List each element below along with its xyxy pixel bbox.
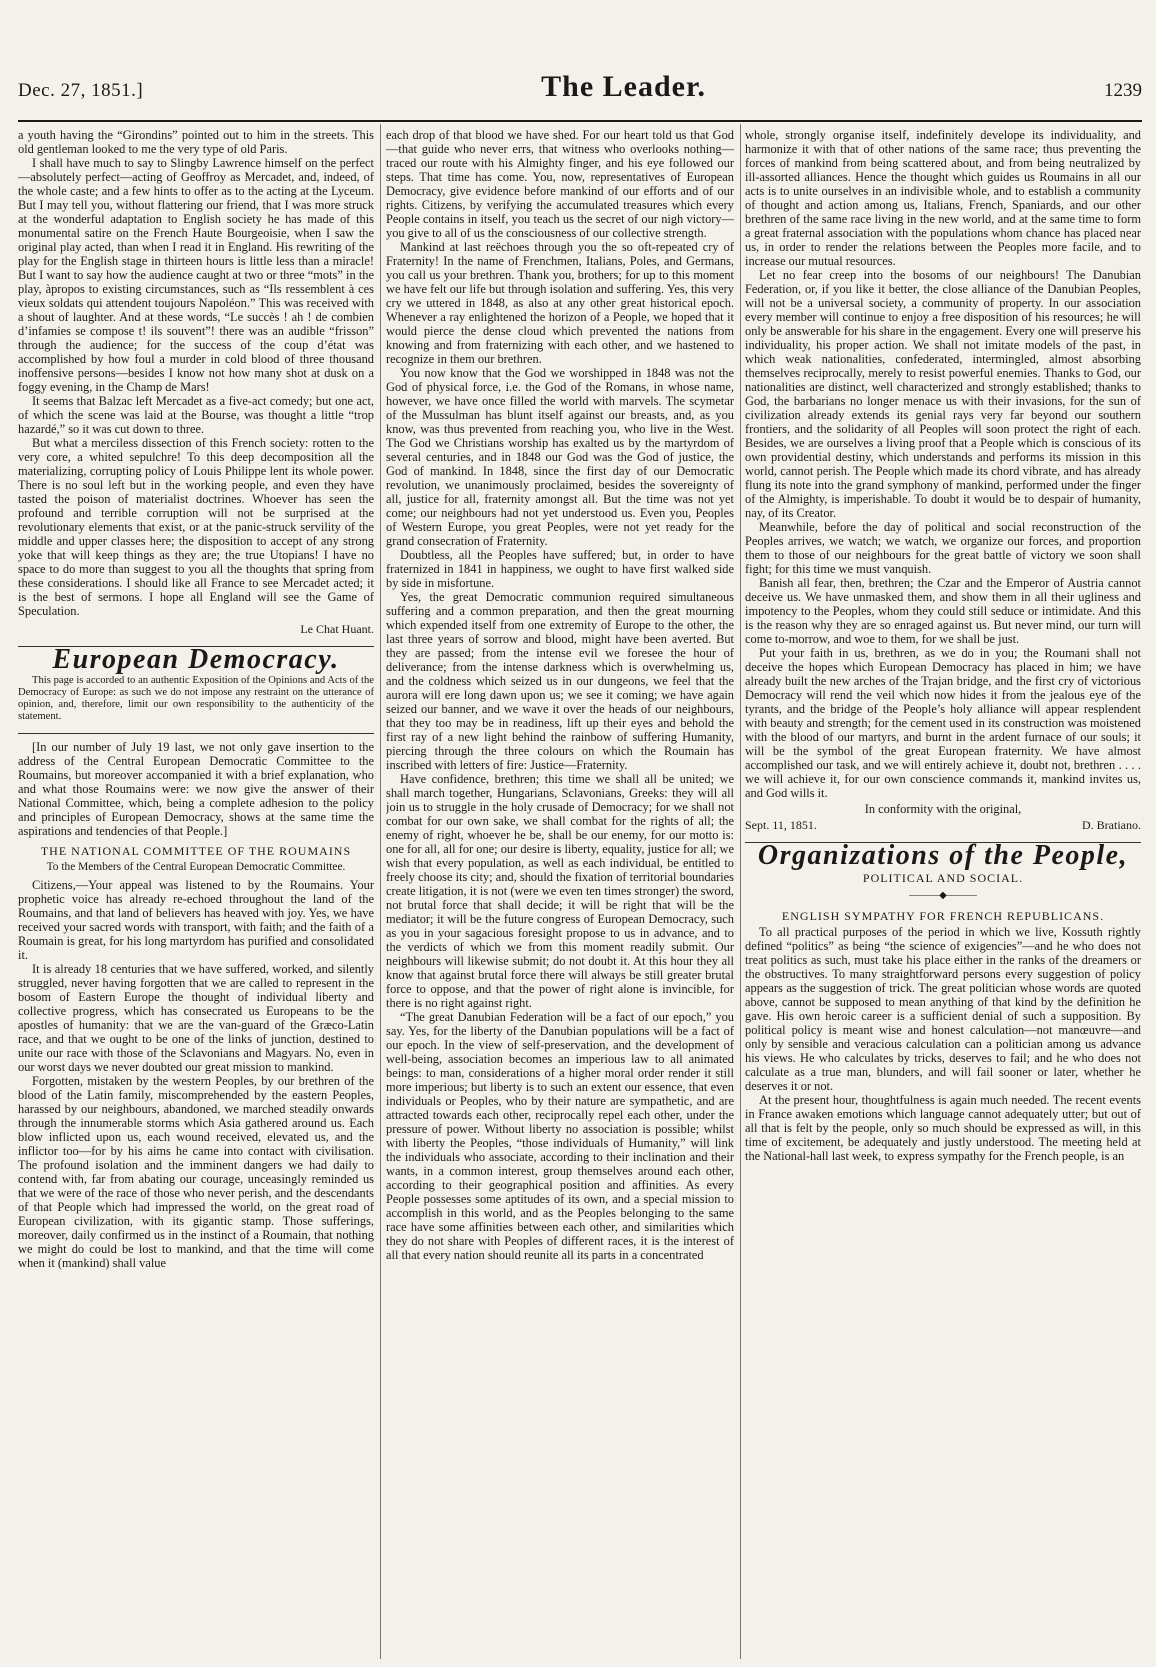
conformity-line: In conformity with the original,: [864, 802, 1022, 816]
paragraph: Doubtless, all the Peoples have suffered; but, in order to have fraternized in 1841 in happiness, we ought to have first walked side by side in misfortune.: [386, 548, 734, 590]
paragraph: Mankind at last reëchoes through you the so oft-repeated cry of Fraternity! In the name of Frenchmen, Italians, Poles, and Germans, you call us your brethren. Thank you, brothers; for up to this moment we have felt our life but through isolation and suffering. Yes, this very cry we uttered in 1848, as also at any other great historical epoch. Whenever a ray enlightened the horizon of a People, we hoped that it would pierce the dense cloud which prevented the nations from knowing and from fraternizing with each other, and we hastened to recognize in them our brethren.: [386, 240, 734, 366]
paragraph: Meanwhile, before the day of political and social reconstruction of the Peoples arrives, we watch; we watch, we organize our forces, and proportion them to those of our neighbours for the great battle of victory we soon shall fight; for this time we must vanquish.: [745, 520, 1141, 576]
paragraph: whole, strongly organise itself, indefinitely develope its individuality, and harmonize it with that of other nations of the same race; thus preventing the forces of mankind from being scattered about, and from being neutralized by ill-assorted alliances. Hence the thought which guides us Roumains in all our acts is to unite ourselves in an indivisible whole, and to establish a community of thought and action among us, Italians, French, Spaniards, and our other brethren of the same race living in the new world, and at the same time to form a great fraternal association with the populations whom chance has placed near us, in order to render the relations between the Peoples more facile, and to increase our mutual resources.: [745, 128, 1141, 268]
paragraph: Put your faith in us, brethren, as we do in you; the Roumani shall not deceive the hopes which European Democracy has placed in him; we have already built the new arches of the Trajan bridge, and the first cry of victorious Democracy will rend the veil which now hides it from the jealous eye of the tyrants, and the bridge of the People’s holy alliance will appear resplendent with beauty and strength; for the cement used in its construction was moistened with the blood of our martyrs, and burnt in the ardent furnace of our souls; it will be the symbol of the great European fraternity. We have almost accomplished our task, and we will entirely achieve it, doubt not, brethren . . . . we will achieve it, for our own conscience commands it, mankind invites us, and God wills it.: [745, 646, 1141, 800]
paragraph: “The great Danubian Federation will be a fact of our epoch,” you say. Yes, for the liberty of the Danubian populations will be a fact of our epoch. In the view of self-preservation, and the development of well-being, association becomes an imperious law to all animated beings: to man, considerations of a higher moral order render it still more imperious; but liberty is to such an extent our essence, that even individuals or Peoples, who by their nature are sympathetic, and are attracted towards each other, reciprocally repel each other, under the pressure of power. Without liberty no association is possible; whilst with liberty the Peoples, “those individuals of Humanity,” will link the individuals who associate, according to their inclination and their wants, in a common interest, group themselves around each other, according to their geographical position and affinities. As every People possesses some aptitudes of its own, and a special mission to accomplish in this world, and as the Peoples belonging to the same race have some affinities between each other, and similarities which they do not share with Peoples of different races, it is the interest of all that every nation should reunite all its parts in a concentrated: [386, 1010, 734, 1262]
address-recipient: To the Members of the Central European Democratic Committee.: [46, 861, 346, 873]
article-heading: ENGLISH SYMPATHY FOR FRENCH REPUBLICANS.: [781, 909, 1105, 923]
paragraph: It is already 18 centuries that we have suffered, worked, and silently struggled, never having forgotten that we are called to represent in the bosom of Eastern Europe the thought of individual liberty and collective progress, which has consecrated us Europeans to be the apostles of humanity: that we are the van-guard of the Græco-Latin race, and that we ought to be one of the links of junction, destined to unite our race with those of the Sclavonians and Magyars. No, even in our worst days we never doubted our great mission to mankind.: [18, 962, 374, 1074]
masthead: [18, 10, 1142, 112]
paragraph: each drop of that blood we have shed. For our heart told us that God—that guide who never errs, that witness who overlooks nothing—traced our route with his Almighty finger, and his eye followed our steps. That time has come. You, now, representatives of European Democracy, give evidence before mankind of our efforts and of our rights. Citizens, by verifying the accumulated treasures which every People contains in itself, you teach us the secret of our nigh victory—you give to all of us the consciousness of our collective strength.: [386, 128, 734, 240]
signature: Le Chat Huant.: [300, 622, 374, 636]
section-title: European Democracy.: [52, 644, 340, 675]
paragraph: Citizens,—Your appeal was listened to by the Roumains. Your prophetic voice has already re-echoed throughout the land of the Roumains, and that land of believers has heaved with joy. Yes, we have received your sacred words with transport, with faith; and the faith of a Roumain is great, for his long martyrdom has purified and consolidated it.: [18, 878, 374, 962]
paragraph: a youth having the “Girondins” pointed out to him in the streets. This old gentleman looked to me the very type of old Paris.: [18, 128, 374, 156]
paragraph: But what a merciless dissection of this French society: rotten to the very core, a whited sepulchre! To this deep decomposition all the materializing, corrupting policy of Louis Philippe lent its whole power. There is no soul left but in the working people, and even they have tasted the poison of materialist doctrines. Whoever has seen the profound and terrible corruption will not be surprised at the revolutionary elements that exist, or at the panic-struck servility of the middle and upper classes here; the disposition to accept of any strong yoke that will keep things as they are; the true Utopians! I have no space to do more than suggest to you all the thoughts that spring from these considerations. I should like all France to see Mercadet acted; it is the best of sermons. I hope all England will see the Game of Speculation.: [18, 436, 374, 618]
paragraph: I shall have much to say to Slingby Lawrence himself on the perfect—absolutely perfect—acting of Geoffroy as Mercadet, and, indeed, of the whole caste; and a few hints to offer as to the acting at the Lyceum. But I may tell you, without flattering our friend, that I was more struck at the wonderful adaptation to English society he has made of this monumental satire on the French Haute Bourgeoisie, when I saw the original play acted, than when I read it in England. His rewriting of the play for the English stage in thirteen hours is little less than a miracle! But I want to say how the audience caught at two or three “mots” in the play, àpropos to existing circumstances, such as “Ils ressemblent à ces vieux soldats qui attendent toujours Napoléon.” This was received with a shout of laughter. And at these words, “Le succès ! ah ! de combien d’infamies se compose t! ils souvent”! there was an audible “frisson” through the audience; for the success of the coup d’état was accomplished by how foul a murder in cold blood of three thousand inoffensive persons—besides I know not how many shot at dusk on a foggy evening, in the Champ de Mars!: [18, 156, 374, 394]
ornament-icon: ———◆———: [909, 890, 977, 901]
intro-paragraph: [In our number of July 19 last, we not only gave insertion to the address of the Central European Democratic Committee to the Roumains, but moreover accompanied it with a brief explanation, who and what those Roumains were: we now give the answer of their National Committee, which, being a complete adhesion to the policy and principles of European Democracy, shows at the same time the aspirations and tendencies of that People.]: [18, 740, 374, 838]
editorial-notice: [18, 675, 374, 723]
paragraph: Let no fear creep into the bosoms of our neighbours! The Danubian Federation, or, if you like it better, the close alliance of the Danubian Peoples, will not be a universal society, a community of property. In our association every member will continue to enjoy a free disposition of his resources; he will only be answerable for his share in the engagement. Every one will preserve his individuality, his proper action. We shall not imitate models of the past, in which weak nationalities, confederated, intermingled, almost absorbing themselves reciprocally, merely to resist powerful enemies. Thanks to God, our nationalities are distinct, well characterized and strongly established; thanks to God, the barbarians no longer menace us with their invasions, for the sun of civilization already extends its genial rays very far beyond our southern frontiers, and the solidarity of all Peoples will soon protect the right of each. Besides, we are ourselves a living proof that a People which is conscious of its own providential destiny, which understands and performs its mission in this world, cannot perish. The People which made its chord vibrate, and has already flung its note into the grand symphony of mankind, performed under the finger of the Almighty, is imperishable. To doubt it would be to despair of humanity, nay, of its Creator.: [745, 268, 1141, 520]
column-divider: [740, 124, 741, 1659]
column-3: [745, 128, 1141, 1657]
letter-date: Sept. 11, 1851.: [745, 818, 817, 832]
paragraph: Forgotten, mistaken by the western Peoples, by our brethren of the blood of the Latin family, miscomprehended by the eastern Peoples, harassed by our neighbours, abandoned, we marched steadily onwards through the innumerable storms which Asia gathered around us. Each blow inflicted upon us, each wound received, elevated us, and the inflictor too—for by his aims he came into contact with civilisation. The profound isolation and the imminent dangers we had daily to contend with, far from abating our courage, unceasingly reminded us that we were of the race of those who never perish, and the descendants of that People which had impressed the world, on the great road of European civilization, with its gigantic stamp. Those sufferings, moreover, daily confirmed us in the instinct of a Roumain, that nothing we might do could be lost to mankind, and that the time will come when it (mankind) shall value: [18, 1074, 374, 1270]
column-1: [18, 128, 374, 1657]
paragraph: Have confidence, brethren; this time we shall all be united; we shall march together, Hungarians, Sclavonians, Greeks: they will all join us to struggle in the holy crusade of Democracy; for we shall not combat for our own sake, we shall combat for the rights of all; the enemy of right, whoever he be, shall be our enemy, for our motto is: one for all, all for one; our desire is liberty, equality, justice for all; we wish that every population, as well as each individual, be entitled to freely choose its city; and, should the fixation of territorial boundaries create litigation, it is not (were we even ten times stronger) the sword, not brutal force that shall decide; it will be right that will be the mediator; it will be the future congress of European Democracy, such as you in your sagacious foresight propose to us in advance, and to the verdicts of which we from this moment readily submit. Our neighbours will likewise submit; do not doubt it. At this hour they all know that against brutal force there will always be still greater brutal force to oppose, and that the power of right alone is invincible, for there is no right against right.: [386, 772, 734, 1010]
section-title: Organizations of the People,: [757, 840, 1129, 871]
notice-text: This page is accorded to an authentic Exposition of the Opinions and Acts of the Democracy of Europe: as such we do not impose any restraint on the utterance of opinion, and, therefore, limit our own responsibility to the authenticity of the statement.: [18, 675, 374, 722]
column-divider: [380, 124, 381, 1659]
newspaper-title: The Leader.: [541, 70, 707, 103]
paragraph: At the present hour, thoughtfulness is again much needed. The recent events in France awaken emotions which language cannot adequately utter; but out of all that is felt by the people, only so much should be expressed as will, in this time of excitement, be adequately and justly understood. The meeting held at the National-hall last week, to express sympathy for the French people, is an: [745, 1093, 1141, 1163]
page-number: 1239: [1103, 80, 1142, 101]
masthead-rule: [18, 120, 1142, 122]
paragraph: It seems that Balzac left Mercadet as a five-act comedy; but one act, of which the scene was laid at the Bourse, was thought a little “trop hazardé,” so it was cut down to three.: [18, 394, 374, 436]
letter-signer: D. Bratiano.: [1082, 818, 1141, 832]
section-subtitle: POLITICAL AND SOCIAL.: [862, 871, 1024, 885]
column-2: [386, 128, 734, 1657]
paragraph: To all practical purposes of the period in which we live, Kossuth rightly defined “politics” as being “the science of exigencies”—and he who does not treat politics as such, must take his place either in the ranks of the dreamers or the obstructives. To many straightforward persons every suggestion of policy appears as the suggestion of trick. The great politician whose words are quoted above, cannot be supposed to mean anything of that kind by the definition he gave. His own heroic career is a sufficient denial of such a supposition. By political policy is meant wise and honest calculation—not manœuvre—and only by sensible and veracious calculation can a politician among us advance his views. He who calculates by tricks, deserves to fail; and he who does not calculate as a true man, blunders, and will fail sooner or later, whether he deserves it or not.: [745, 925, 1141, 1093]
paragraph: Yes, the great Democratic communion required simultaneous suffering and a common preparation, and then the great mourning which expended itself from one extremity of Europe to the other, the last three years of sorrow and blood, might have been averted. But they are passed; from the intense evil we foresee the hour of deliverance; from the intense darkness which is overwhelming us, and the coldness which seized us in our dungeons, we feel that the aurora will ere long dawn upon us; we see it coming; we have again seized our banner, and we wave it over the heads of our neighbours, that they too may be in readiness, lift up their eyes and behold the first ray of a new light behind the rainbow of suffering Humanity, piercing through the three colours on which the Roumain has inscribed with letters of fire: Justice—Fraternity.: [386, 590, 734, 772]
dateline: [745, 818, 1141, 832]
issue-date: Dec. 27, 1851.]: [18, 80, 144, 101]
section-rule: [18, 733, 374, 734]
address-heading: THE NATIONAL COMMITTEE OF THE ROUMAINS: [40, 844, 352, 858]
paragraph: Banish all fear, then, brethren; the Czar and the Emperor of Austria cannot deceive us. We have unmasked them, and show them in all their ugliness and impotency to the Peoples, whom they could still seduce or intimidate. And this is the reason why they are so enraged against us. But never mind, our turn will come to-morrow, and woe to them, for we shall be just.: [745, 576, 1141, 646]
paragraph: You now know that the God we worshipped in 1848 was not the God of physical force, i.e. the God of the Romans, in whose name, however, we have once filled the world with marvels. The scymetar of the Mussulman has blunt itself against our breasts, and, as you know, was thus prevented from reaching you, who live in the West. The God we Christians worship has exalted us by the martyrdom of several centuries, and in 1848 our God was the God of justice, the God of mankind. In 1848, since the first day of our Democratic revolution, we unanimously proclaimed, besides the sovereignty of all, justice for all, fraternity amongst all. But the time was not yet come; our neighbours had not yet understood us. Even you, Peoples of Western Europe, you great Peoples, were not yet ready for the grand consecration of Fraternity.: [386, 366, 734, 548]
